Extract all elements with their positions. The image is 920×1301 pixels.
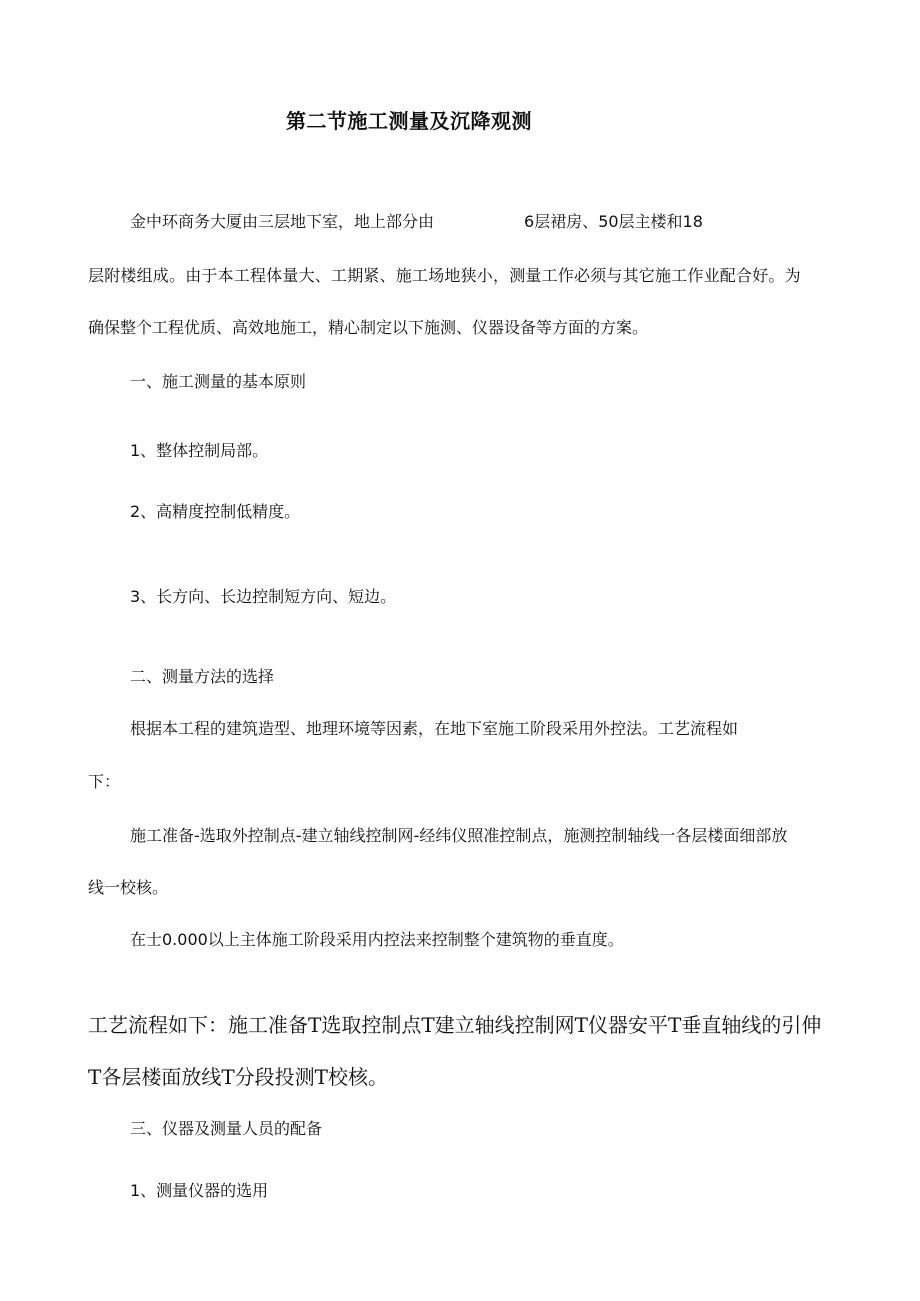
section-2-para-2: 在士0.000以上主体施工阶段采用内控法来控制整个建筑物的垂直度。 [130, 930, 624, 949]
page-title: 第二节施工测量及沉降观测 [286, 109, 532, 133]
flow-outer-line-1: 施工准备-选取外控制点-建立轴线控制网-经纬仪照准控制点，施测控制轴线一各层楼面细部放 [130, 826, 788, 845]
intro-line-3: 确保整个工程优质、高效地施工，精心制定以下施测、仪器设备等方面的方案。 [88, 318, 649, 337]
section-2-para-1-line-1: 根据本工程的建筑造型、地理环境等因素，在地下室施工阶段采用外控法。工艺流程如 [130, 719, 739, 738]
intro-line-1 [130, 212, 703, 232]
section-2-para-1-line-2: 下： [88, 772, 121, 791]
section-1-heading: 一、施工测量的基本原则 [130, 372, 307, 391]
flow-inner-line-2: T各层楼面放线T分段投测T校核。 [88, 1065, 389, 1089]
intro-line-1-part-b: 6层裙房、50层主楼和18 [524, 212, 703, 231]
flow-inner-line-1: 工艺流程如下：施工准备T选取控制点T建立轴线控制网T仪器安平T垂直轴线的引伸 [88, 1013, 822, 1037]
section-1-item-3: 3、长方向、长边控制短方向、短边。 [130, 587, 397, 606]
intro-line-2: 层附楼组成。由于本工程体量大、工期紧、施工场地狭小，测量工作必须与其它施工作业配合好。为 [88, 266, 801, 285]
section-3-heading: 三、仪器及测量人员的配备 [130, 1119, 323, 1138]
flow-outer-line-2: 线一校核。 [88, 878, 169, 897]
section-3-item-1: 1、测量仪器的选用 [130, 1181, 269, 1200]
section-1-item-2: 2、高精度控制低精度。 [130, 502, 301, 521]
intro-line-1-part-a: 金中环商务大厦由三层地下室，地上部分由 [130, 212, 435, 231]
section-2-heading: 二、测量方法的选择 [130, 667, 275, 686]
section-1-item-1: 1、整体控制局部。 [130, 441, 269, 460]
